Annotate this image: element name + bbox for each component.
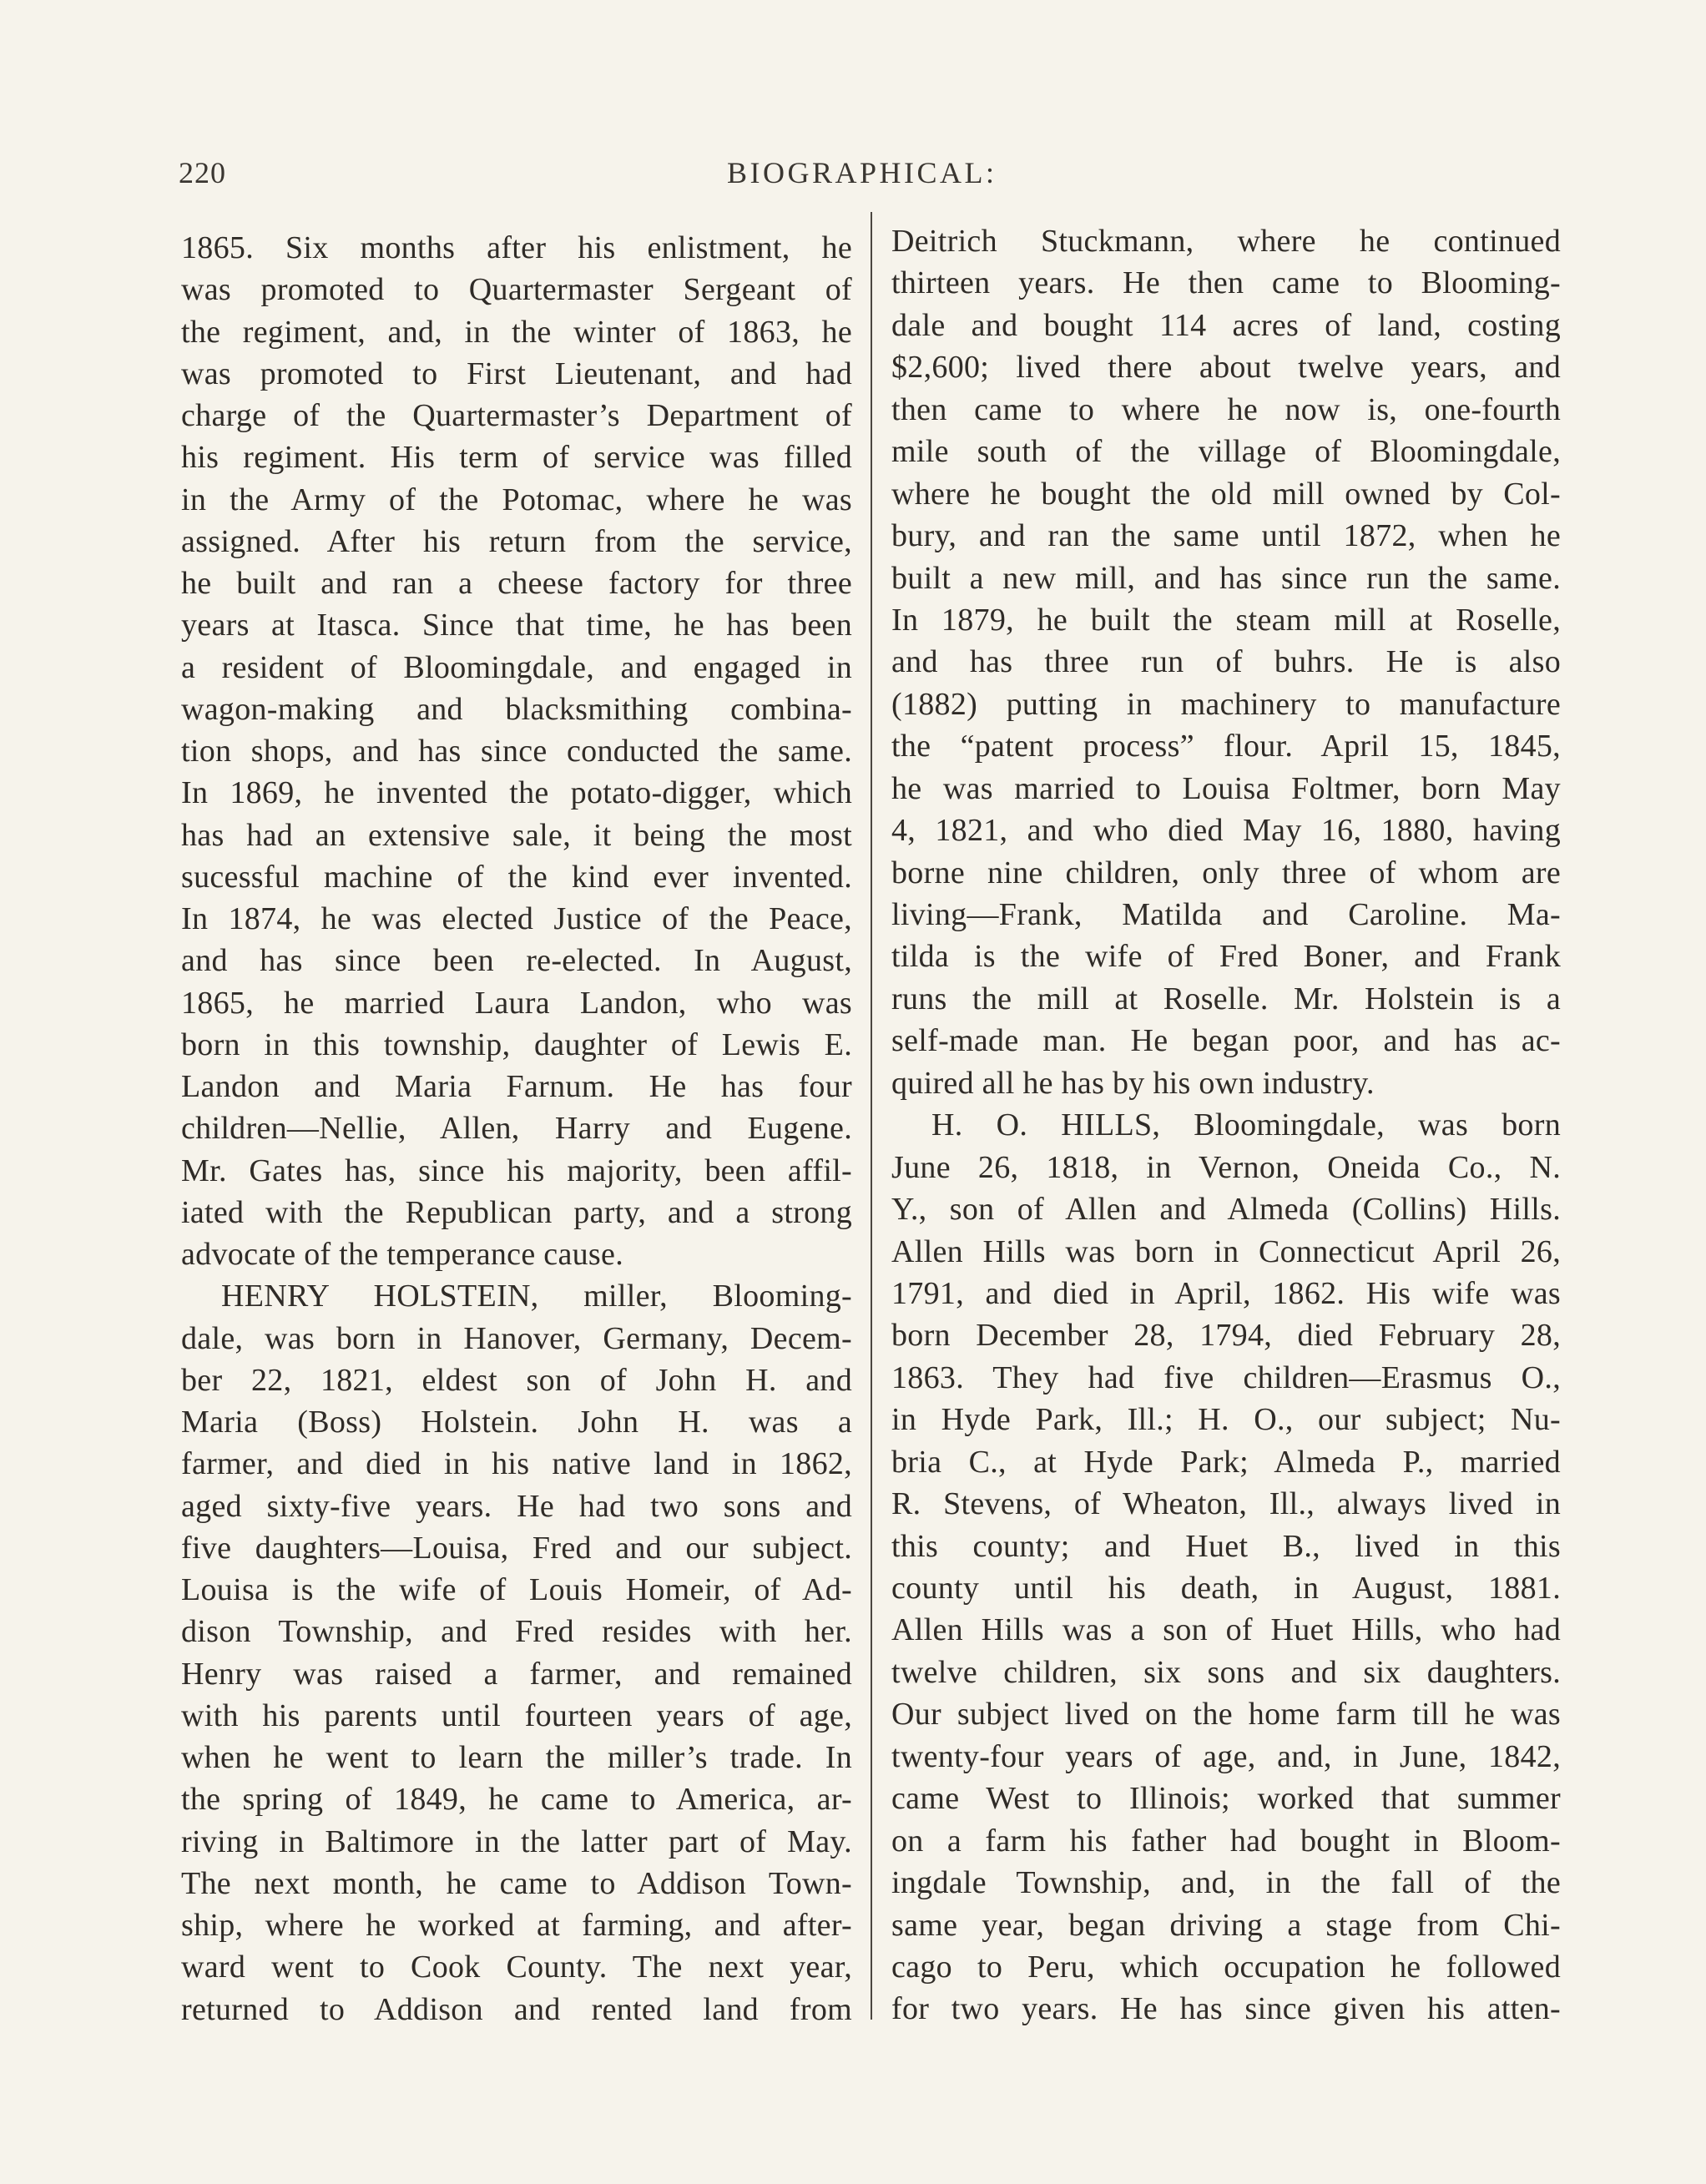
text-line: same year, began driving a stage from Chi- (891, 1907, 1561, 1943)
text-line: sucessful machine of the kind ever invented. (181, 859, 852, 895)
text-line: wagon-making and blacksmithing combina- (181, 691, 852, 727)
text-line: then came to where he now is, one-fourth (891, 391, 1561, 427)
text-line: five daughters—Louisa, Fred and our subject. (181, 1530, 852, 1566)
page-number: 220 (179, 156, 226, 189)
text-line: aged sixty-five years. He had two sons and (181, 1488, 852, 1524)
text-line: where he bought the old mill owned by Col- (891, 476, 1561, 512)
paragraph-holstein-continued (891, 220, 1561, 1104)
text-line: June 26, 1818, in Vernon, Oneida Co., N. (891, 1149, 1561, 1185)
text-line: borne nine children, only three of whom are (891, 855, 1561, 890)
text-line: self-made man. He began poor, and has ac- (891, 1023, 1561, 1059)
right-column (891, 220, 1561, 2030)
text-line: thirteen years. He then came to Blooming- (891, 265, 1561, 301)
text-line: he built and ran a cheese factory for three (181, 566, 852, 601)
text-line: this county; and Huet B., lived in this (891, 1528, 1561, 1564)
text-line: a resident of Bloomingdale, and engaged in (181, 649, 852, 685)
text-line: Deitrich Stuckmann, where he continued (891, 224, 1561, 259)
text-line: Mr. Gates has, since his majority, been affil- (181, 1153, 852, 1188)
text-line: ingdale Township, and, in the fall of the (891, 1865, 1561, 1901)
running-head: BIOGRAPHICAL: (727, 156, 997, 189)
text-line: children—Nellie, Allen, Harry and Eugene. (181, 1111, 852, 1147)
text-line: has had an extensive sale, it being the most (181, 817, 852, 853)
text-line: was promoted to First Lieutenant, and had (181, 356, 852, 391)
text-line: 4, 1821, and who died May 16, 1880, having (891, 813, 1561, 849)
text-line: ward went to Cook County. The next year, (181, 1949, 852, 1985)
text-line: quired all he has by his own industry. (891, 1065, 1375, 1101)
text-line: Allen Hills was a son of Huet Hills, who had (891, 1612, 1561, 1648)
text-line: twelve children, six sons and six daughters. (891, 1654, 1561, 1690)
text-line: Maria (Boss) Holstein. John H. was a (181, 1405, 852, 1440)
text-line: the regiment, and, in the winter of 1863, he (181, 314, 852, 350)
text-line: tilda is the wife of Fred Boner, and Frank (891, 939, 1561, 975)
text-line: on a farm his father had bought in Bloom- (891, 1823, 1561, 1859)
text-line: assigned. After his return from the service, (181, 523, 852, 559)
text-line: the spring of 1849, he came to America, ar- (181, 1782, 852, 1818)
text-line: charge of the Quartermaster’s Department of (181, 398, 852, 433)
paragraph-gates-continued (181, 227, 852, 1275)
text-line: advocate of the temperance cause. (181, 1237, 623, 1272)
text-line: R. Stevens, of Wheaton, Ill., always lived in (891, 1486, 1561, 1522)
text-line: Allen Hills was born in Connecticut April 26, (891, 1233, 1561, 1269)
text-line: returned to Addison and rented land from (181, 1991, 852, 2027)
text-line: dale and bought 114 acres of land, costing (891, 307, 1561, 343)
text-line: born December 28, 1794, died February 28, (891, 1318, 1561, 1354)
text-line: riving in Baltimore in the latter part of May. (181, 1823, 852, 1859)
text-line: 1865, he married Laura Landon, who was (181, 985, 852, 1021)
text-line: dison Township, and Fred resides with her. (181, 1614, 852, 1650)
text-line: his regiment. His term of service was filled (181, 440, 852, 476)
text-line: In 1869, he invented the potato-digger, which (181, 775, 852, 811)
text-line: and has since been re-elected. In August, (181, 943, 852, 979)
text-line: 1863. They had five children—Erasmus O., (891, 1359, 1561, 1395)
text-line: in Hyde Park, Ill.; H. O., our subject; Nu- (891, 1402, 1561, 1438)
paragraph-holstein (181, 1275, 852, 2030)
text-line: In 1879, he built the steam mill at Roselle, (891, 602, 1561, 638)
text-line: bria C., at Hyde Park; Almeda P., married (891, 1444, 1561, 1480)
text-line: iated with the Republican party, and a strong (181, 1194, 852, 1230)
text-line: mile south of the village of Bloomingdale, (891, 434, 1561, 470)
text-line: ber 22, 1821, eldest son of John H. and (181, 1362, 852, 1398)
text-line: dale, was born in Hanover, Germany, Decem- (181, 1320, 852, 1356)
text-line: Landon and Maria Farnum. He has four (181, 1069, 852, 1104)
text-line: and has three run of buhrs. He is also (891, 644, 1561, 680)
text-line: cago to Peru, which occupation he followed (891, 1949, 1561, 1985)
text-line: for two years. He has since given his atten- (891, 1991, 1561, 2027)
text-line: was promoted to Quartermaster Sergeant of (181, 272, 852, 308)
text-line: 1791, and died in April, 1862. His wife was (891, 1275, 1561, 1311)
text-line: Louisa is the wife of Louis Homeir, of Ad- (181, 1572, 852, 1607)
text-line: Our subject lived on the home farm till he was (891, 1697, 1561, 1733)
text-line: with his parents until fourteen years of age, (181, 1697, 852, 1733)
text-line: the “patent process” flour. April 15, 1845, (891, 729, 1561, 764)
text-line: came West to Illinois; worked that summer (891, 1781, 1561, 1817)
paragraph-hills (891, 1104, 1561, 2030)
text-line: ship, where he worked at farming, and after- (181, 1908, 852, 1943)
column-rule (871, 212, 872, 2020)
text-line: born in this township, daughter of Lewis E. (181, 1026, 852, 1062)
text-line: living—Frank, Matilda and Caroline. Ma- (891, 897, 1561, 932)
text-line: twenty-four years of age, and, in June, 1842, (891, 1738, 1561, 1774)
left-column (181, 227, 852, 2030)
text-line: H. O. HILLS, Bloomingdale, was born (931, 1107, 1561, 1143)
text-line: in the Army of the Potomac, where he was (181, 482, 852, 517)
text-line: when he went to learn the miller’s trade. In (181, 1740, 852, 1775)
text-line: HENRY HOLSTEIN, miller, Blooming- (221, 1279, 852, 1314)
text-line: Henry was raised a farmer, and remained (181, 1656, 852, 1692)
text-line: In 1874, he was elected Justice of the Peace, (181, 901, 852, 936)
text-line: built a new mill, and has since run the same. (891, 560, 1561, 596)
text-line: 1865. Six months after his enlistment, he (181, 230, 852, 265)
text-line: he was married to Louisa Foltmer, born May (891, 770, 1561, 806)
text-line: $2,600; lived there about twelve years, and (891, 350, 1561, 386)
text-line: years at Itasca. Since that time, he has been (181, 608, 852, 643)
text-line: runs the mill at Roselle. Mr. Holstein is a (891, 981, 1561, 1016)
text-line: The next month, he came to Addison Town- (181, 1865, 852, 1901)
text-line: tion shops, and has since conducted the same. (181, 734, 852, 769)
text-line: Y., son of Allen and Almeda (Collins) Hills. (891, 1192, 1561, 1228)
text-line: county until his death, in August, 1881. (891, 1571, 1561, 1606)
text-line: (1882) putting in machinery to manufacture (891, 686, 1561, 722)
text-line: farmer, and died in his native land in 1862, (181, 1446, 852, 1482)
text-line: bury, and ran the same until 1872, when he (891, 518, 1561, 554)
